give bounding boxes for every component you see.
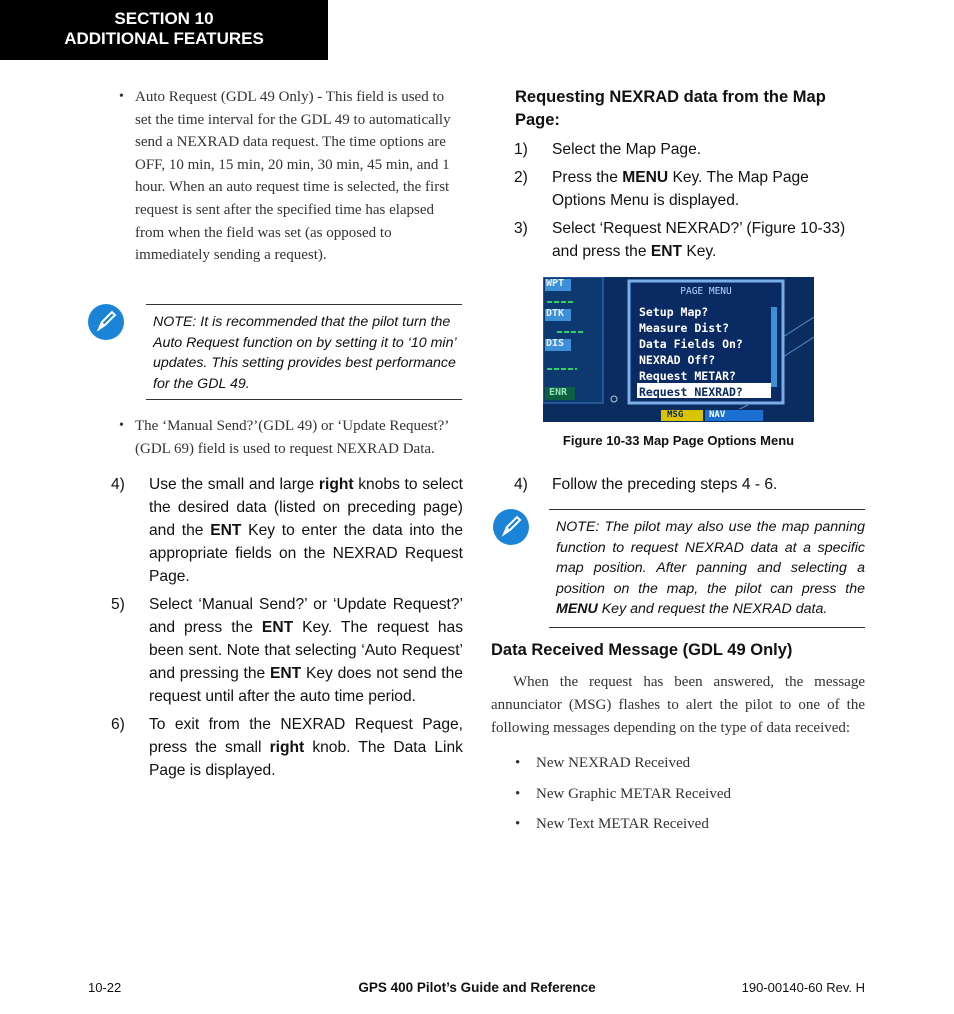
document-number: 190-00140-60 Rev. H <box>741 980 865 995</box>
nav-annunciator: NAV <box>709 410 726 420</box>
page-number: 10-22 <box>88 980 122 995</box>
menu-item-request-nexrad[interactable]: Request NEXRAD? <box>639 385 743 399</box>
list-item: • New NEXRAD Received <box>515 755 691 771</box>
manual-send-bullet <box>113 415 463 460</box>
key-ent: ENT <box>270 665 302 682</box>
key-right: right <box>318 476 354 493</box>
map-step-2: 2) Press the MENU Key. The Map Page Options Menu is displayed. <box>514 169 809 209</box>
list-item: • New Text METAR Received <box>515 816 709 832</box>
note-pencil-icon <box>493 509 529 545</box>
manual-send-text: The ‘Manual Send?’(GDL 49) or ‘Update Request?’ (GDL 69) field is used to request NEXRAD Data. <box>135 418 449 457</box>
section-heading: Requesting NEXRAD data from the Map Page: <box>515 88 826 129</box>
figure-caption: Figure 10-33 Map Page Options Menu <box>562 433 795 448</box>
note-pencil-icon <box>88 304 124 340</box>
document-title: GPS 400 Pilot’s Guide and Reference <box>358 980 596 995</box>
bullet-dot: • <box>119 418 124 433</box>
key-ent: ENT <box>210 522 242 539</box>
message-list <box>515 748 865 840</box>
key-right: right <box>269 739 305 756</box>
dtk-label: DTK <box>546 308 565 319</box>
step-4: 4) Use the small and large right knobs to select the desired data (listed on preceding page) and the ENT Key to enter the data into the appropriate fields on the NEXRAD Request Page. <box>111 476 463 585</box>
msg-annunciator: MSG <box>667 410 684 420</box>
right-top <box>515 86 865 263</box>
data-received-heading: Data Received Message (GDL 49 Only) <box>491 641 793 659</box>
auto-request-text: Auto Request (GDL 49 Only) - This field is used to set the time interval for the GDL 49 to automatically send a NEXRAD data request. The time options are OFF, 10 min, 15 min, 20 min, 30 min, 45 min, and 1 hour. When an auto request time is selected, the first request is sent after the specified time has elapsed from when the field was set (as opposed to immediately sending a request). <box>135 89 451 264</box>
menu-item-request-metar[interactable]: Request METAR? <box>639 369 736 383</box>
map-step-3: 3) Select ‘Request NEXRAD?’ (Figure 10-33) and press the ENT Key. <box>514 220 846 260</box>
auto-request-bullet <box>113 86 463 267</box>
menu-item-data-fields[interactable]: Data Fields On? <box>639 337 743 351</box>
data-received-paragraph: When the request has been answered, the message annunciator (MSG) flashes to alert the pilot to one of the following messages depending on the type of data received: <box>491 674 865 736</box>
data-received-section <box>491 639 865 840</box>
step-6: 6) To exit from the NEXRAD Request Page, press the small right knob. The Data Link Page is displayed. <box>111 716 463 779</box>
wpt-label: WPT <box>546 278 565 289</box>
key-menu: MENU <box>622 169 669 186</box>
dis-label: DIS <box>546 338 565 349</box>
menu-item-measure-dist[interactable]: Measure Dist? <box>639 321 730 335</box>
key-ent: ENT <box>650 243 683 260</box>
map-page-options-screenshot <box>543 277 814 422</box>
left-steps <box>111 473 463 782</box>
map-step-1: 1) Select the Map Page. <box>514 141 702 158</box>
menu-title: PAGE MENU <box>680 286 732 297</box>
note-text: NOTE: It is recommended that the pilot turn the Auto Request function on by setting it to ‘10 min’ updates. This setting provides best performance for the GDL 49. <box>153 314 456 392</box>
list-item: • New Graphic METAR Received <box>515 785 731 802</box>
section-title: ADDITIONAL FEATURES <box>64 29 264 48</box>
menu-list <box>639 304 743 400</box>
enr-label: ENR <box>549 387 568 398</box>
note-text: NOTE: The pilot may also use the map panning function to request NEXRAD data at a specific map position. After panning and selecting a position on the map, the pilot can press the <box>556 519 865 597</box>
section-number: SECTION 10 <box>114 9 214 28</box>
menu-item-setup-map[interactable]: Setup Map? <box>639 305 709 319</box>
bullet-dot: • <box>119 89 124 104</box>
section-tab <box>0 0 328 60</box>
step-5: 5) Select ‘Manual Send?’ or ‘Update Request?’ and press the ENT Key. The request has been sent. Note that selecting ‘Auto Request’ and pressing the ENT Key does not send the request until after the auto time period. <box>111 596 464 705</box>
menu-item-nexrad-off[interactable]: NEXRAD Off? <box>639 353 716 367</box>
key-ent: ENT <box>261 619 294 636</box>
key-menu: MENU <box>556 601 598 617</box>
map-step-4: 4) Follow the preceding steps 4 - 6. <box>514 476 778 493</box>
